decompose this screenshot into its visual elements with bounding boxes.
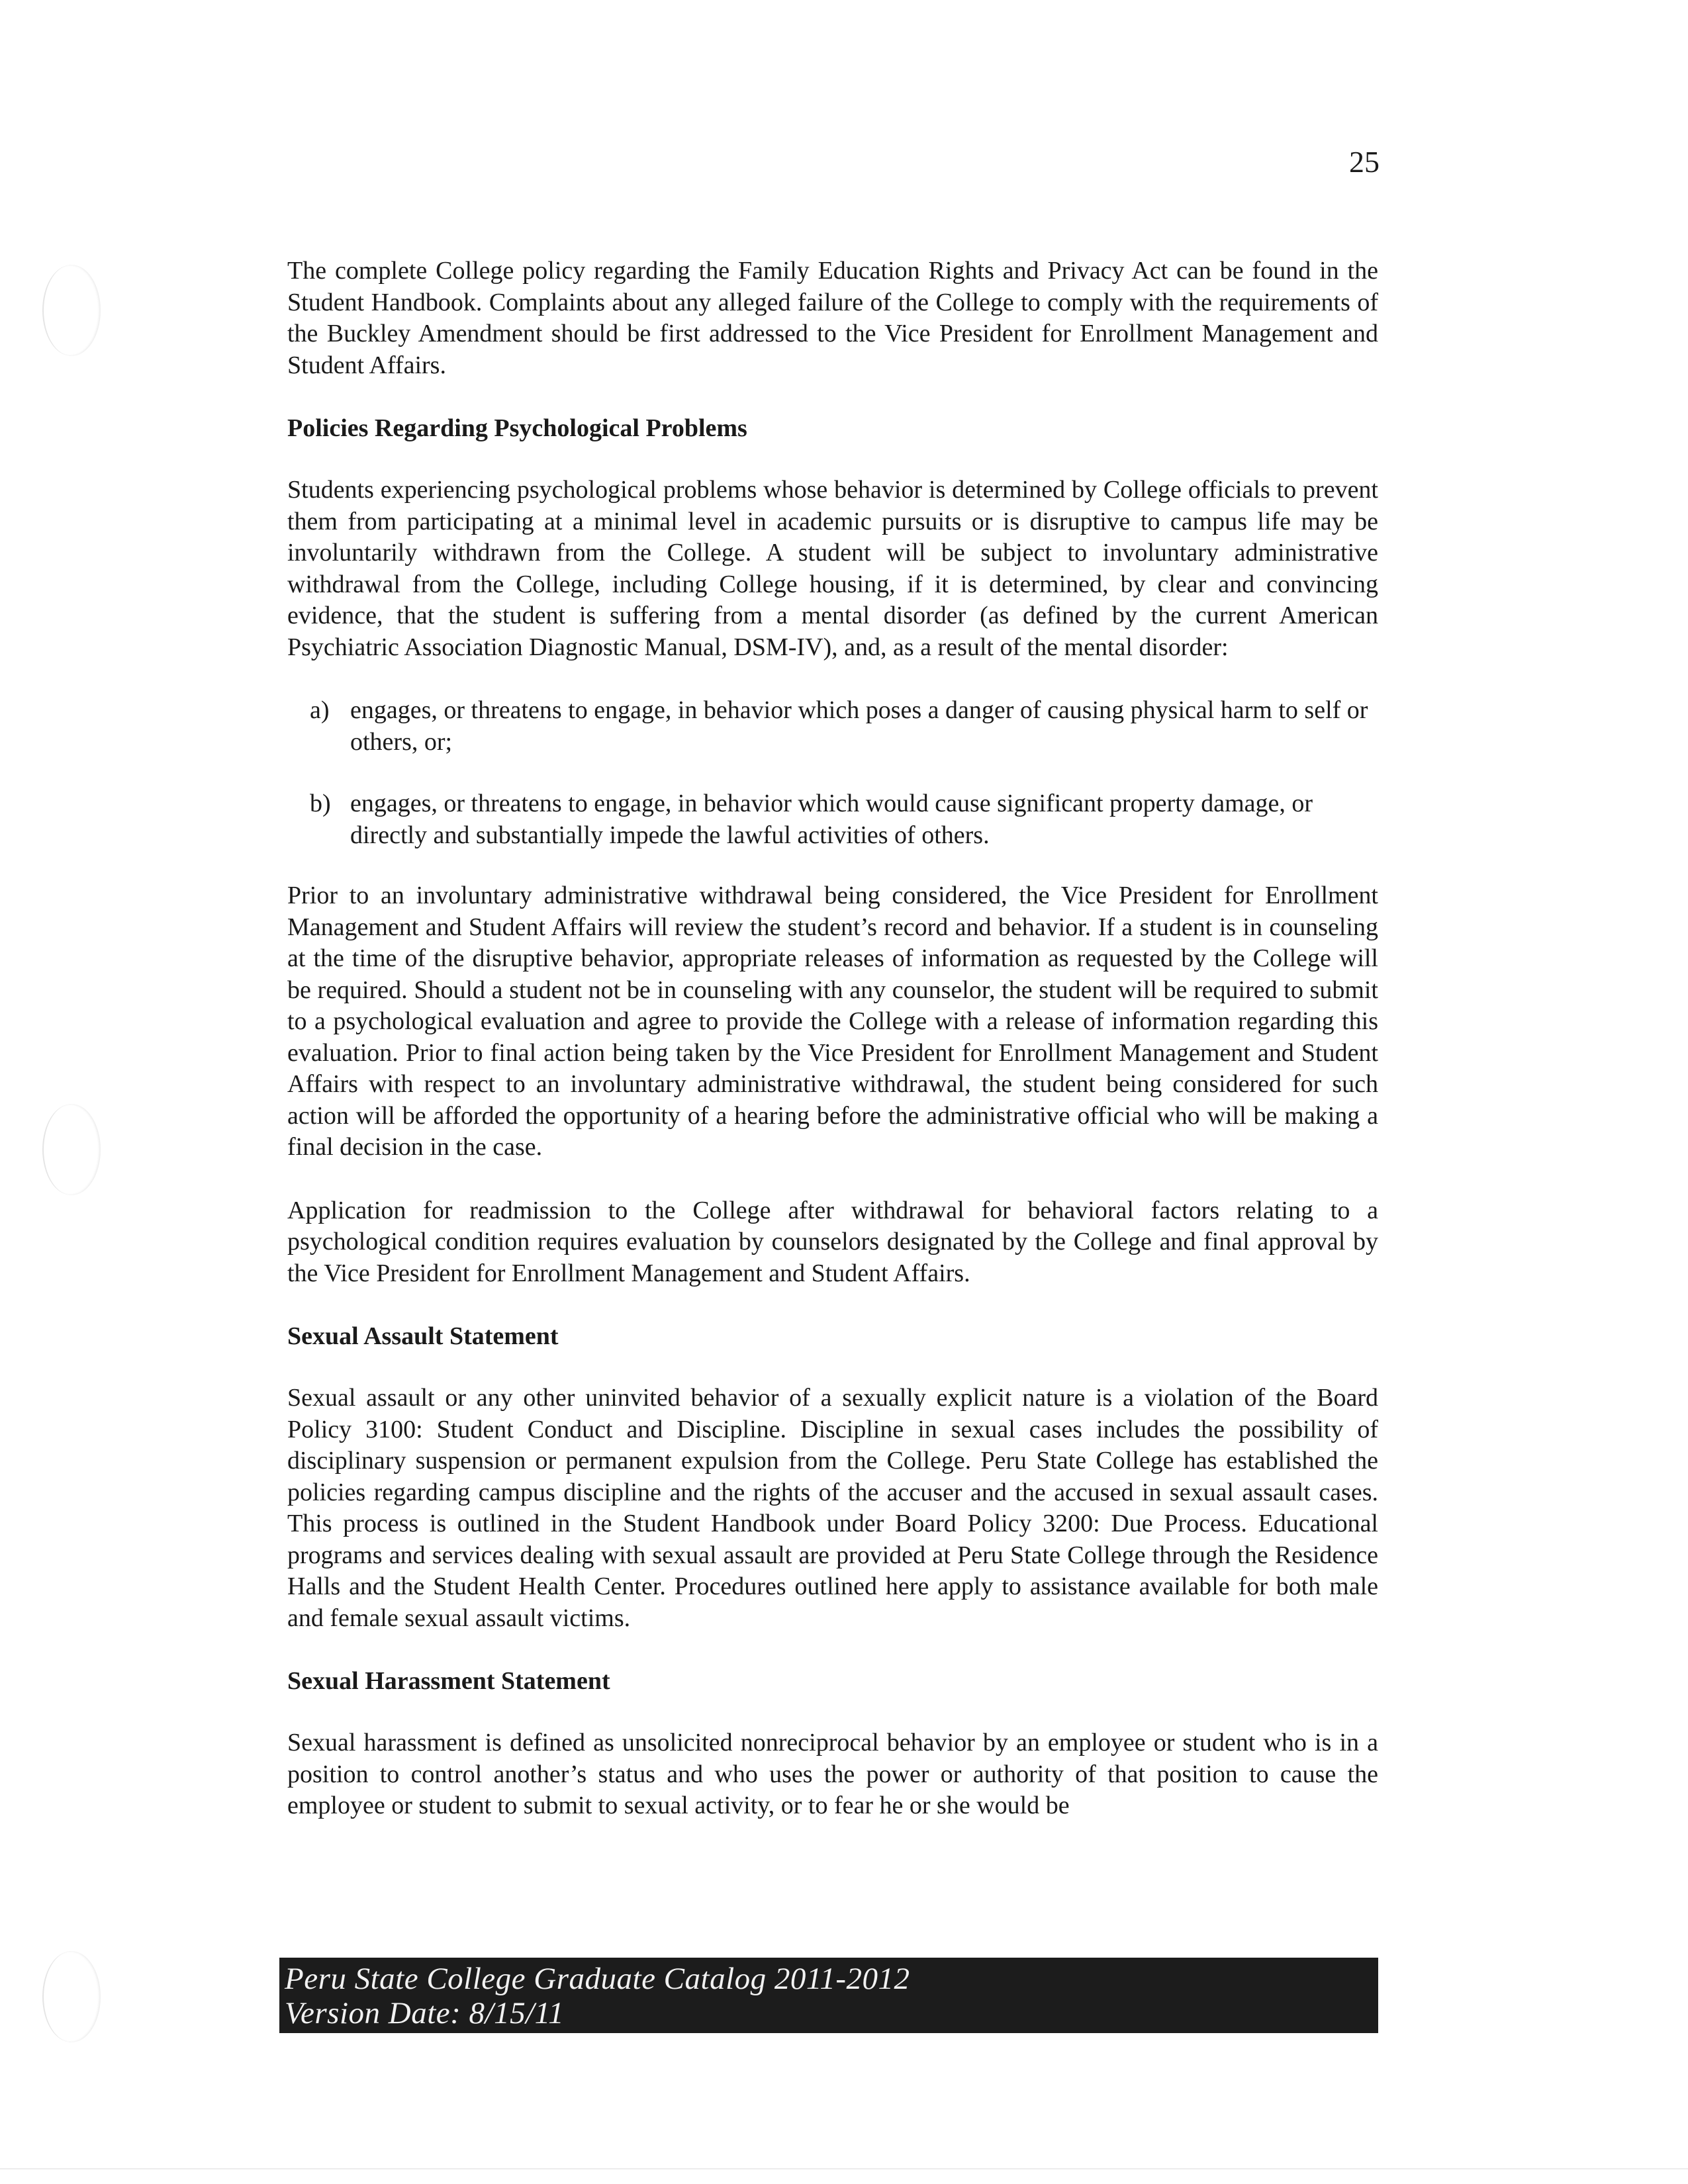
catalog-footer-banner [279, 1958, 1378, 2033]
readmission-paragraph: Application for readmission to the College after withdrawal for behavioral factors relating to a psychological condition requires evaluation by counselors designated by the College and final approval by the Vice President for Enrollment Management and Student Affairs. [287, 1196, 1378, 1287]
list-item-text: engages, or threatens to engage, in behavior which poses a danger of causing physical harm to self or others, or; [350, 696, 1368, 756]
sexual-assault-heading: Sexual Assault Statement [287, 1322, 559, 1350]
sexual-assault-paragraph: Sexual assault or any other uninvited behavior of a sexually explicit nature is a violation of the Board Policy 3100: Student Conduct and Discipline. Discipline in sexual cases includes the possibility of disciplinary suspension or permanent expulsion from the College. Peru State College has established the policies regarding campus discipline and the rights of the accuser and the accused in sexual assault cases. This process is outlined in the Student Handbook under Board Policy 3200: Due Process. Educational programs and services dealing with sexual assault are provided at Peru State College through the Residence Halls and the Student Health Center. Procedures outlined here apply to assistance available for both male and female sexual assault victims. [287, 1384, 1378, 1632]
binder-hole-middle [42, 1104, 101, 1195]
sexual-harassment-paragraph: Sexual harassment is defined as unsolicited nonreciprocal behavior by an employee or student who is in a position to control another’s status and who uses the power or authority of that position to cause the employee or student to submit to sexual activity, or to fear he or she would be [287, 1729, 1378, 1819]
psychological-problems-heading: Policies Regarding Psychological Problems [287, 414, 747, 442]
psychological-problems-paragraph: Students experiencing psychological problems whose behavior is determined by College officials to prevent them from participating at a minimal level in academic pursuits or is disruptive to campus life may be involuntarily withdrawn from the College. A student will be subject to involuntary administrative withdrawal from the College, including College housing, if it is determined, by clear and convincing evidence, that the student is suffering from a mental disorder (as defined by the current American Psychiatric Association Diagnostic Manual, DSM-IV), and, as a result of the mental disorder: [287, 476, 1378, 661]
page-number: 25 [1349, 145, 1380, 179]
withdrawal-review-paragraph: Prior to an involuntary administrative withdrawal being considered, the Vice President for Enrollment Management and Student Affairs will review the student’s record and behavior. If a student is in counseling at the time of the disruptive behavior, appropriate releases of information as requested by the College will be required. Should a student not be in counseling with any counselor, the student will be required to submit to a psychological evaluation and agree to provide the College with a release of information regarding this evaluation. Prior to final action being taken by the Vice President for Enrollment Management and Student Affairs with respect to an involuntary administrative withdrawal, the student being considered for such action will be afforded the opportunity of a hearing before the administrative official who will be making a final decision in the case. [287, 882, 1378, 1161]
scan-edge-line [0, 2168, 1688, 2169]
list-item [287, 788, 1378, 851]
footer-catalog-title: Peru State College Graduate Catalog 2011-2012 [285, 1962, 910, 1996]
sexual-harassment-heading: Sexual Harassment Statement [287, 1667, 610, 1695]
footer-version-date: Version Date: 8/15/11 [285, 1996, 565, 2030]
withdrawal-conditions-list [287, 695, 1378, 851]
ferpa-paragraph: The complete College policy regarding the Family Education Rights and Privacy Act can be found in the Student Handbook. Complaints about any alleged failure of the College to comply with the requirements of the Buckley Amendment should be first addressed to the Vice President for Enrollment Management and Student Affairs. [287, 257, 1378, 379]
page-content [287, 255, 1378, 1854]
list-marker: a) [310, 696, 330, 724]
binder-hole-top [42, 265, 101, 356]
list-item-text: engages, or threatens to engage, in behavior which would cause significant property damage, or directly and substantially impede the lawful activities of others. [350, 790, 1313, 849]
list-marker: b) [310, 790, 331, 817]
list-item [287, 695, 1378, 758]
binder-hole-bottom [42, 1951, 101, 2042]
